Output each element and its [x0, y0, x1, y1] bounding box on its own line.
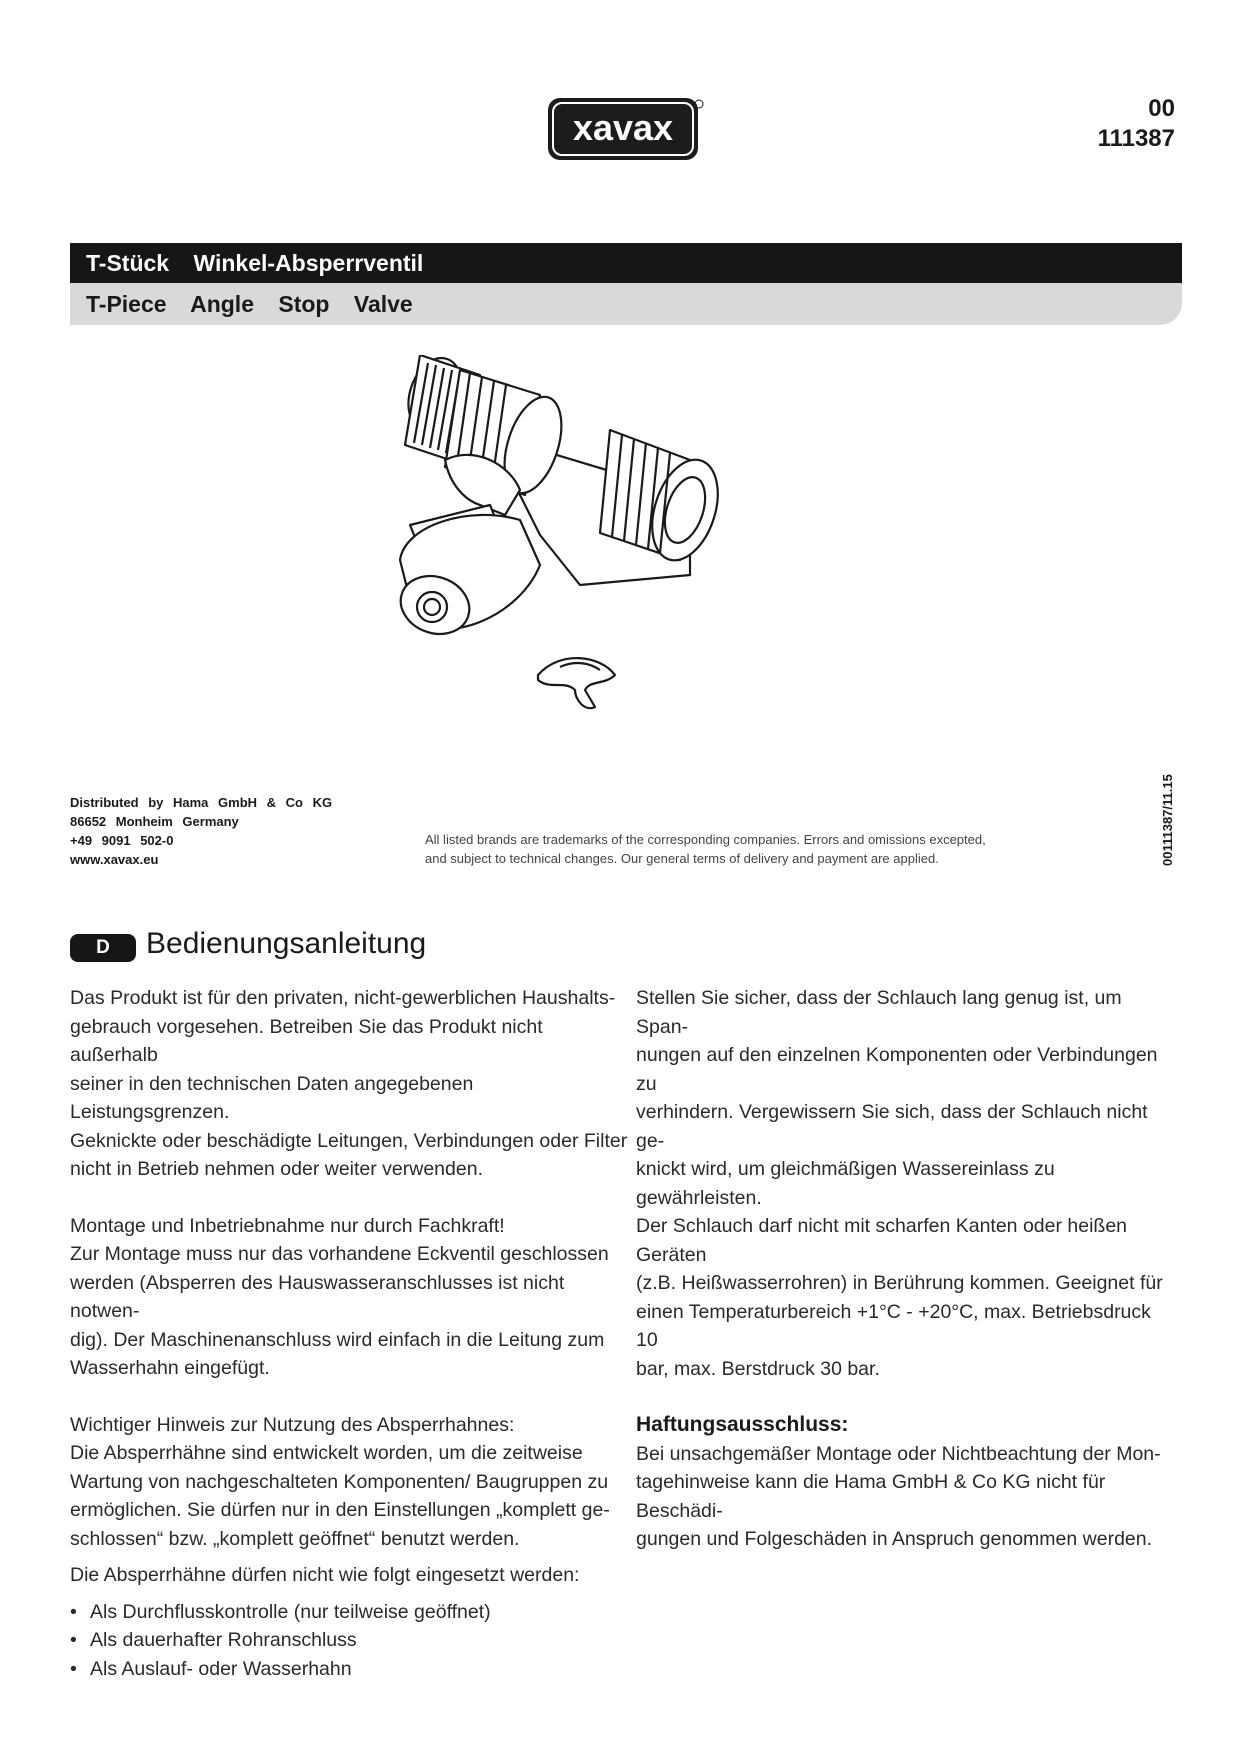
doc-number-line2: 111387 — [1097, 125, 1175, 152]
distributor-address: 86652 Monheim Germany — [70, 814, 239, 829]
left-column — [70, 984, 630, 1683]
subtitle-english-1: T-Piece — [86, 291, 167, 317]
document-number — [1098, 94, 1175, 154]
right-p1-line2: nungen auf den einzelnen Komponenten oder Verbindungen zu — [636, 1044, 1158, 1095]
right-p1-line7: einen Temperaturbereich +1°C - +20°C, max. Betriebsdruck 10 — [636, 1300, 1151, 1351]
left-p4: Die Absperrhähne dürfen nicht wie folgt eingesetzt werden: — [70, 1564, 580, 1586]
subtitle-english-3: Stop — [278, 291, 330, 317]
right-column — [636, 984, 1176, 1554]
right-p2-line1: Bei unsachgemäßer Montage oder Nichtbeachtung der Mon- — [636, 1442, 1161, 1465]
right-p1-line5: Der Schlauch darf nicht mit scharfen Kanten oder heißen Geräten — [636, 1215, 1128, 1266]
left-p2-line4: dig). Der Maschinenanschluss wird einfach in die Leitung zum — [70, 1328, 605, 1351]
left-p1-line5: nicht in Betrieb nehmen oder weiter verwenden. — [70, 1158, 483, 1180]
left-p3-line1: Wichtiger Hinweis zur Nutzung des Absperrhahnes: — [70, 1413, 515, 1436]
list-item: • Als Durchflusskontrolle (nur teilweise geöffnet) — [70, 1598, 630, 1627]
right-p1-line1: Stellen Sie sicher, dass der Schlauch lang genug ist, um Span- — [636, 987, 1122, 1038]
right-p1-line4: knickt wird, um gleichmäßigen Wassereinlass zu gewährleisten. — [636, 1158, 1055, 1209]
right-p1-line8: bar, max. Berstdruck 30 bar. — [636, 1357, 880, 1380]
title-bar — [70, 243, 1182, 283]
right-p2-line3: gungen und Folgeschäden in Anspruch genommen werden. — [636, 1528, 1153, 1550]
left-p1-line3: seiner in den technischen Daten angegebenen Leistungsgrenzen. — [70, 1072, 474, 1123]
title-german-1: T-Stück — [86, 250, 170, 276]
list-item: • Als dauerhafter Rohranschluss — [70, 1626, 630, 1655]
xavax-logo — [546, 96, 706, 162]
vertical-article-code: 00111387/11.15 — [1160, 774, 1175, 866]
title-german-2: Winkel-Absperrventil — [193, 250, 424, 276]
legal-notice — [425, 830, 986, 868]
logo-text: xavax — [572, 107, 674, 148]
left-p3-line3: Wartung von nachgeschalteten Komponenten/ Baugruppen zu — [70, 1470, 609, 1493]
usage-restrictions-list — [70, 1598, 630, 1684]
subtitle-bar — [70, 283, 1182, 325]
left-p1-line1: Das Produkt ist für den privaten, nicht-gewerblichen Haushalts- — [70, 987, 616, 1009]
disclaimer-heading: Haftungsausschluss: — [636, 1413, 849, 1436]
right-p1-line3: verhindern. Vergewissern Sie sich, dass der Schlauch nicht ge- — [636, 1101, 1148, 1152]
t-piece-valve-illustration — [390, 355, 810, 775]
subtitle-english-2: Angle — [190, 291, 254, 317]
distributor-info — [70, 793, 332, 869]
legal-line2: and subject to technical changes. Our general terms of delivery and payment are applied. — [425, 851, 939, 866]
subtitle-english-4: Valve — [353, 291, 413, 317]
left-p2-line2: Zur Montage muss nur das vorhandene Eckventil geschlossen — [70, 1243, 609, 1265]
left-p1-line2: gebrauch vorgesehen. Betreiben Sie das Produkt nicht außerhalb — [70, 1015, 543, 1066]
doc-number-line1: 00 — [1148, 95, 1175, 122]
left-p2-line3: werden (Absperren des Hauswasseranschlusses ist nicht notwen- — [70, 1271, 565, 1322]
left-p1-line4: Geknickte oder beschädigte Leitungen, Verbindungen oder Filter — [70, 1129, 628, 1152]
left-p3-line4: ermöglichen. Sie dürfen nur in den Einstellungen „komplett ge- — [70, 1499, 610, 1521]
left-p2-line1: Montage und Inbetriebnahme nur durch Fachkraft! — [70, 1214, 505, 1237]
left-p3-line5: schlossen“ bzw. „komplett geöffnet“ benutzt werden. — [70, 1527, 520, 1550]
left-p3-line2: Die Absperrhähne sind entwickelt worden, um die zeitweise — [70, 1442, 583, 1464]
list-item: • Als Auslauf- oder Wasserhahn — [70, 1655, 630, 1684]
hose-clip — [538, 658, 615, 708]
right-p2-line2: tagehinweise kann die Hama GmbH & Co KG nicht für Beschädi- — [636, 1471, 1106, 1522]
distributor-website: www.xavax.eu — [70, 852, 159, 867]
section-title: Bedienungsanleitung — [146, 927, 427, 960]
legal-line1: All listed brands are trademarks of the corresponding companies. Errors and omissions excepted, — [425, 832, 986, 847]
distributor-line1: Distributed by Hama GmbH & Co KG — [70, 795, 333, 810]
language-badge: D — [70, 934, 136, 962]
left-p2-line5: Wasserhahn eingefügt. — [70, 1357, 270, 1379]
distributor-phone: +49 9091 502-0 — [70, 833, 174, 848]
right-p1-line6: (z.B. Heißwasserrohren) in Berührung kommen. Geeignet für — [636, 1272, 1163, 1294]
